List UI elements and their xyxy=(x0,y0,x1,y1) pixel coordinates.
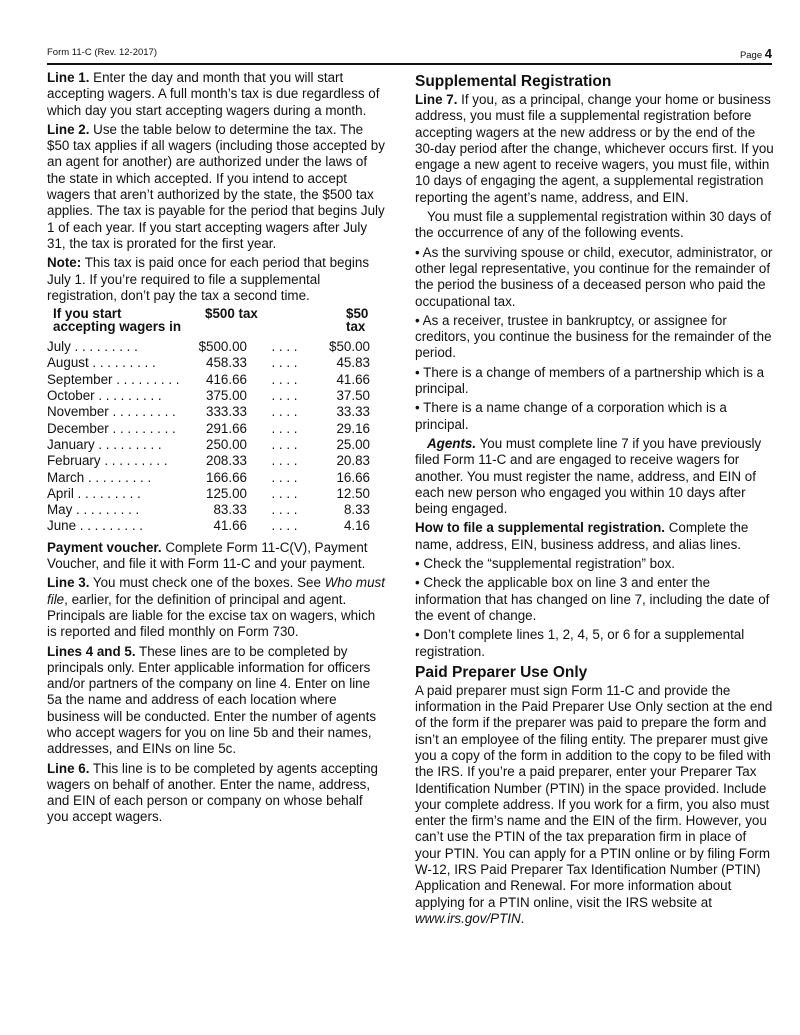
tax-500-cell: 41.66 xyxy=(213,518,247,534)
table-row xyxy=(47,421,370,437)
tax-500-cell: 291.66 xyxy=(206,420,247,436)
leader-dots: . . . . . . . . . xyxy=(108,420,176,436)
tax-50-cell: 29.16 xyxy=(336,420,370,436)
tax-500-cell: 166.66 xyxy=(206,469,247,485)
table-row xyxy=(47,372,370,388)
right-column xyxy=(415,70,775,930)
left-column xyxy=(47,70,387,829)
tax-table xyxy=(47,307,370,535)
leader-dots: . . . . xyxy=(271,469,298,485)
table-row xyxy=(47,437,370,453)
note-paragraph: Note: This tax is paid once for each period that begins July 1. If you’re required to file a supplemental registration, don’t pay the tax a second time. xyxy=(47,255,370,303)
tax-50-cell: 45.83 xyxy=(336,355,370,371)
tax-50-cell: 25.00 xyxy=(336,436,370,452)
table-row xyxy=(47,502,370,518)
col-header-500: $500 tax xyxy=(205,306,258,322)
leader-dots: . . . . . . . . . xyxy=(100,453,168,469)
month-cell: January . . . . . . . . . xyxy=(47,436,162,452)
month-cell: August . . . . . . . . . xyxy=(47,355,156,371)
month-cell: February . . . . . . . . . xyxy=(47,453,168,469)
leader-dots: . . . . . . . . . xyxy=(70,339,138,355)
leader-dots: . . . . xyxy=(271,371,298,387)
tax-50-cell: 41.66 xyxy=(336,371,370,387)
month-cell: December . . . . . . . . . xyxy=(47,420,176,436)
tax-500-cell: 125.00 xyxy=(206,485,247,501)
line6-paragraph: Line 6. This line is to be completed by agents accepting wagers on behalf of another. Enter the name, address, and EIN of each person or company on whose behalf you accept wagers. xyxy=(47,760,378,825)
month-cell: October . . . . . . . . . xyxy=(47,388,162,404)
paid-preparer-paragraph: A paid preparer must sign Form 11-C and provide the information in the Paid Preparer Use Only section at the end of the form if the preparer was paid to prepare the form and isn’t an employee of the filing entity. The preparer must give you a copy of the form in addition to the copy to be filed with the IRS. If you’re a paid preparer, enter your Preparer Tax Identification Number (PTIN) in the space provided. Include your complete address. If you work for a firm, you also must enter the firm’s name and the EIN of the firm. However, you can’t use the PTIN of the tax preparation firm in place of your PTIN. You can apply for a PTIN online or by filing Form W-12, IRS Paid Preparer Tax Identification Number (PTIN) Application and Renewal. For more information about applying for a PTIN online, visit the IRS website at www.irs.gov/PTIN. xyxy=(415,682,773,926)
line1-paragraph: Line 1. Enter the day and month that you will start accepting wagers. A full month’s tax is due regardless of which day you start accepting wagers during a month. xyxy=(47,70,380,118)
step-item: • Don’t complete lines 1, 2, 4, 5, or 6 for a supplemental registration. xyxy=(415,627,745,659)
leader-dots: . . . . xyxy=(271,436,298,452)
table-row xyxy=(47,470,370,486)
paid-preparer-heading: Paid Preparer Use Only xyxy=(415,663,588,681)
leader-dots: . . . . . . . . . xyxy=(84,469,152,485)
tax-50-cell: 4.16 xyxy=(343,518,370,534)
table-row xyxy=(47,388,370,404)
leader-dots: . . . . xyxy=(271,485,298,501)
event-item: • As a receiver, trustee in bankruptcy, or assignee for creditors, you continue the business for the remainder of the period. xyxy=(415,312,772,361)
tax-500-cell: 208.33 xyxy=(206,453,247,469)
month-cell: September . . . . . . . . . xyxy=(47,371,180,387)
leader-dots: . . . . xyxy=(271,404,298,420)
month-cell: May . . . . . . . . . xyxy=(47,502,140,518)
within-30-days-paragraph: You must file a supplemental registration within 30 days of the occurrence of any of the following events. xyxy=(415,209,772,241)
leader-dots: . . . . xyxy=(271,388,298,404)
event-item: • As the surviving spouse or child, executor, administrator, or other legal representative, you continue for the remainder of the period the business of a deceased person who paid the occupational tax. xyxy=(415,244,773,309)
lines45-paragraph: Lines 4 and 5. These lines are to be completed by principals only. Enter applicable information for officers and/or partners of the company on line 4. Enter on line 5a the name and address of each location where business will be conducted. Enter the number of agents who accept wagers for you on line 5b and their names, addresses, and EINs on line 5c. xyxy=(47,643,377,757)
line7-paragraph: Line 7. If you, as a principal, change your home or business address, you must file a supplemental registration before accepting wagers at the new address or by the end of the 30-day period after the change, whichever occurs first. If you engage a new agent to receive wagers, you must file, within 10 days of engaging the agent, a supplemental registration reporting the agent’s name, address, and EIN. xyxy=(415,92,774,205)
step-item: • Check the “supplemental registration” box. xyxy=(415,556,675,572)
tax-500-cell: 83.33 xyxy=(213,502,247,518)
agents-paragraph: Agents. You must complete line 7 if you have previously filed Form 11-C and are engaged to receive wagers for another. You must register the name, address, and EIN of each new person who engaged you within 10 days after being engaged. xyxy=(415,435,762,517)
leader-dots: . . . . xyxy=(271,420,298,436)
col-header-month: If you start accepting wagers in xyxy=(53,306,181,335)
tax-500-cell: 375.00 xyxy=(206,388,247,404)
who-must-file-reference: Who must file xyxy=(47,575,385,607)
leader-dots: . . . . . . . . . xyxy=(112,371,180,387)
leader-dots: . . . . xyxy=(271,518,298,534)
page-header xyxy=(47,44,772,65)
event-item: • There is a change of members of a partnership which is a principal. xyxy=(415,364,765,397)
tax-50-cell: 12.50 xyxy=(336,485,370,501)
month-cell: March . . . . . . . . . xyxy=(47,469,152,485)
page-number: Page 4 xyxy=(739,46,772,61)
supplemental-registration-heading: Supplemental Registration xyxy=(415,73,612,90)
how-to-file-paragraph: How to file a supplemental registration. Complete the name, address, EIN, business address, and alias lines. xyxy=(415,520,749,552)
leader-dots: . . . . . . . . . xyxy=(73,485,141,501)
tax-50-cell: 33.33 xyxy=(336,404,370,420)
form-id: Form 11-C (Rev. 12-2017) xyxy=(47,47,157,58)
table-row xyxy=(47,486,370,502)
tax-500-cell: 333.33 xyxy=(206,404,247,420)
tax-500-cell: $500.00 xyxy=(198,339,247,355)
tax-50-cell: $50.00 xyxy=(329,339,370,355)
month-cell: June . . . . . . . . . xyxy=(47,518,144,534)
leader-dots: . . . . xyxy=(271,339,298,355)
month-cell: July . . . . . . . . . xyxy=(47,339,138,355)
leader-dots: . . . . . . . . . xyxy=(94,388,162,404)
table-row xyxy=(47,355,370,371)
tax-500-cell: 458.33 xyxy=(206,355,247,371)
tax-500-cell: 250.00 xyxy=(206,436,247,452)
leader-dots: . . . . . . . . . xyxy=(88,355,156,371)
tax-500-cell: 416.66 xyxy=(206,371,247,387)
line3-paragraph: Line 3. You must check one of the boxes. See Who must file, earlier, for the definition of principal and agent. Principals are liable for the excise tax on wagers, which is reported and filed monthly on Form 730. xyxy=(47,575,385,640)
col-header-50: $50 tax xyxy=(346,306,369,335)
table-row xyxy=(47,518,370,534)
month-cell: April . . . . . . . . . xyxy=(47,485,141,501)
irs-ptin-link[interactable]: www.irs.gov/PTIN xyxy=(415,910,521,926)
leader-dots: . . . . xyxy=(271,453,298,469)
leader-dots: . . . . . . . . . xyxy=(94,436,162,452)
leader-dots: . . . . . . . . . xyxy=(72,502,140,518)
leader-dots: . . . . . . . . . xyxy=(76,518,144,534)
payment-voucher-paragraph: Payment voucher. Complete Form 11-C(V), Payment Voucher, and file it with Form 11-C and your payment. xyxy=(47,539,368,572)
tax-50-cell: 8.33 xyxy=(343,502,370,518)
line2-paragraph: Line 2. Use the table below to determine the tax. The $50 tax applies if all wagers (including those accepted by an agent for another) are authorized under the laws of the state in which accepted. If you intend to accept wagers that aren’t authorized by the state, the $500 tax applies. The tax is payable for the period that begins July 1 of each year. If you start accepting wagers after July 31, the tax is prorated for the first year. xyxy=(47,121,385,251)
table-row xyxy=(47,404,370,420)
leader-dots: . . . . xyxy=(271,502,298,518)
tax-50-cell: 37.50 xyxy=(336,388,370,404)
tax-50-cell: 16.66 xyxy=(336,469,370,485)
tax-50-cell: 20.83 xyxy=(336,453,370,469)
leader-dots: . . . . . . . . . xyxy=(108,404,176,420)
table-row xyxy=(47,339,370,355)
step-item: • Check the applicable box on line 3 and enter the information that has changed on line 7, including the date of the event of change. xyxy=(415,575,770,623)
leader-dots: . . . . xyxy=(271,355,298,371)
month-cell: November . . . . . . . . . xyxy=(47,404,176,420)
table-row xyxy=(47,453,370,469)
event-item: • There is a name change of a corporation which is a principal. xyxy=(415,400,727,432)
